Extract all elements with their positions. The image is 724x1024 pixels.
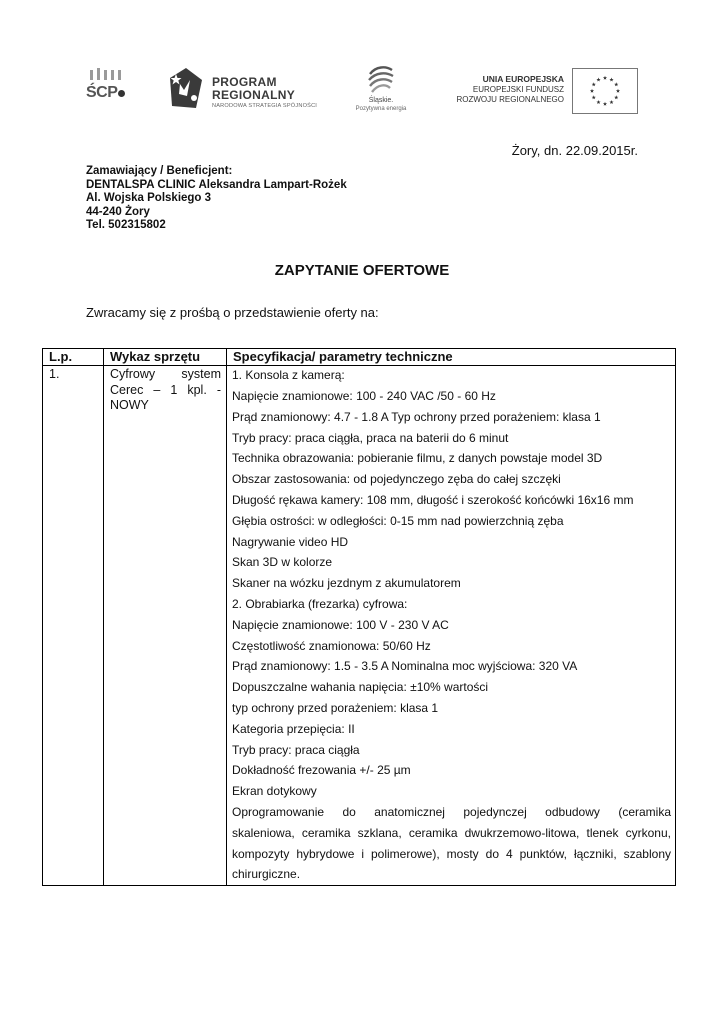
buyer-block	[86, 165, 347, 233]
eu-star	[609, 100, 613, 104]
document-date: Żory, dn. 22.09.2015r.	[511, 143, 638, 158]
slaskie-logo	[348, 64, 414, 122]
header-lp: L.p.	[43, 349, 104, 366]
slaskie-line2: Pozytywna energia	[355, 106, 407, 112]
eu-flag-icon	[572, 68, 638, 114]
spec-line: Prąd znamionowy: 4.7 - 1.8 A Typ ochrony przed porażeniem: klasa 1	[232, 409, 601, 424]
table-row	[43, 366, 676, 886]
spec-line: Napięcie znamionowe: 100 - 240 VAC /50 - 60 Hz	[232, 389, 496, 403]
eu-logo	[456, 70, 642, 120]
table-header-row	[43, 349, 676, 366]
eu-star	[592, 82, 596, 86]
program-title-line2: REGIONALNY	[212, 88, 296, 102]
header-spec: Specyfikacja/ parametry techniczne	[227, 349, 676, 366]
slaskie-line1: Śląskie.	[368, 97, 394, 104]
eu-star	[616, 89, 620, 93]
program-regionalny-logo-icon	[168, 66, 204, 110]
eu-star	[603, 76, 607, 80]
intro-text: Zwracamy się z prośbą o przedstawienie oferty na:	[86, 305, 379, 320]
buyer-phone: Tel. 502315802	[86, 219, 166, 232]
offer-table	[42, 348, 676, 886]
eu-star	[590, 89, 594, 93]
buyer-name: DENTALSPA CLINIC Aleksandra Lampart-Rożek	[86, 178, 347, 191]
spec-line: Napięcie znamionowe: 100 V - 230 V AC	[232, 617, 449, 632]
scp-logo-icon	[88, 68, 128, 82]
buyer-label: Zamawiający / Beneficjent:	[86, 165, 233, 177]
eu-star	[609, 78, 613, 82]
program-subtitle: NARODOWA STRATEGIA SPÓJNOŚCI	[212, 103, 318, 109]
spec-line: Skan 3D w kolorze	[232, 555, 333, 570]
spec-line: Długość rękawa kamery: 108 mm, długość i szerokość końcówki 16x16 mm	[232, 492, 634, 507]
spec-line: Tryb pracy: praca ciągła	[232, 742, 360, 757]
page-title: ZAPYTANIE OFERTOWE	[274, 262, 450, 279]
spec-line: Tryb pracy: praca ciągła, praca na baterii do 6 minut	[232, 430, 509, 445]
buyer-street: Al. Wojska Polskiego 3	[86, 192, 212, 205]
spec-line: Obszar zastosowania: od pojedynczego zęba do całej szczęki	[232, 472, 561, 487]
eu-line3: ROZWOJU REGIONALNEGO	[456, 95, 564, 104]
row-spec	[227, 366, 676, 886]
spec-line: Skaner na wózku jezdnym z akumulatorem	[232, 576, 461, 591]
spec-line: Częstotliwość znamionowa: 50/60 Hz	[232, 638, 431, 653]
slaskie-logo-icon	[366, 64, 396, 96]
spec-line: Kategoria przepięcia: II	[232, 721, 355, 736]
spec-line: Głębia ostrości: w odległości: 0-15 mm nad powierzchnią zęba	[232, 513, 564, 528]
eu-star	[614, 95, 618, 99]
eu-star	[614, 82, 618, 86]
eu-star	[596, 78, 600, 82]
scp-logo	[86, 68, 130, 120]
spec-line: Prąd znamionowy: 1.5 - 3.5 A Nominalna moc wyjściowa: 320 VA	[232, 659, 578, 674]
spec-line: Dopuszczalne wahania napięcia: ±10% wartości	[232, 680, 489, 695]
spec-line: skaleniowa, ceramika szklana, ceramika dwukrzemowo-litowa, tlenek cyrkonu,	[232, 825, 671, 840]
spec-line: 1. Konsola z kamerą:	[232, 368, 345, 382]
header-equipment: Wykaz sprzętu	[104, 349, 227, 366]
spec-line: Technika obrazowania: pobieranie filmu, z danych powstaje model 3D	[232, 451, 603, 466]
spec-line: typ ochrony przed porażeniem: klasa 1	[232, 700, 439, 715]
spec-line: kompozyty hybrydowe i polimerowe), mosty do 4 punktów, łączniki, szablony	[232, 846, 671, 861]
eu-line1: UNIA EUROPEJSKA	[482, 74, 564, 84]
spec-line: Oprogramowanie do anatomicznej pojedynczej odbudowy (ceramika	[232, 804, 671, 819]
spec-line: Nagrywanie video HD	[232, 534, 349, 549]
program-title-line1: PROGRAM	[212, 75, 277, 89]
eu-star	[603, 102, 607, 106]
logo-strip	[86, 60, 642, 130]
row-lp: 1.	[43, 366, 104, 886]
spec-line: Ekran dotykowy	[232, 784, 317, 799]
scp-logo-text: ŚCP	[86, 84, 118, 101]
eu-star	[592, 95, 596, 99]
eu-line2: EUROPEJSKI FUNDUSZ	[472, 84, 564, 94]
spec-line: chirurgiczne.	[232, 867, 301, 882]
eu-star	[596, 100, 600, 104]
scp-dot-icon	[118, 90, 125, 97]
spec-line: 2. Obrabiarka (frezarka) cyfrowa:	[232, 596, 408, 611]
buyer-city: 44-240 Żory	[86, 205, 150, 218]
row-equipment: Cyfrowy system Cerec – 1 kpl. - NOWY	[104, 366, 227, 886]
spec-line: Dokładność frezowania +/- 25 µm	[232, 763, 411, 778]
